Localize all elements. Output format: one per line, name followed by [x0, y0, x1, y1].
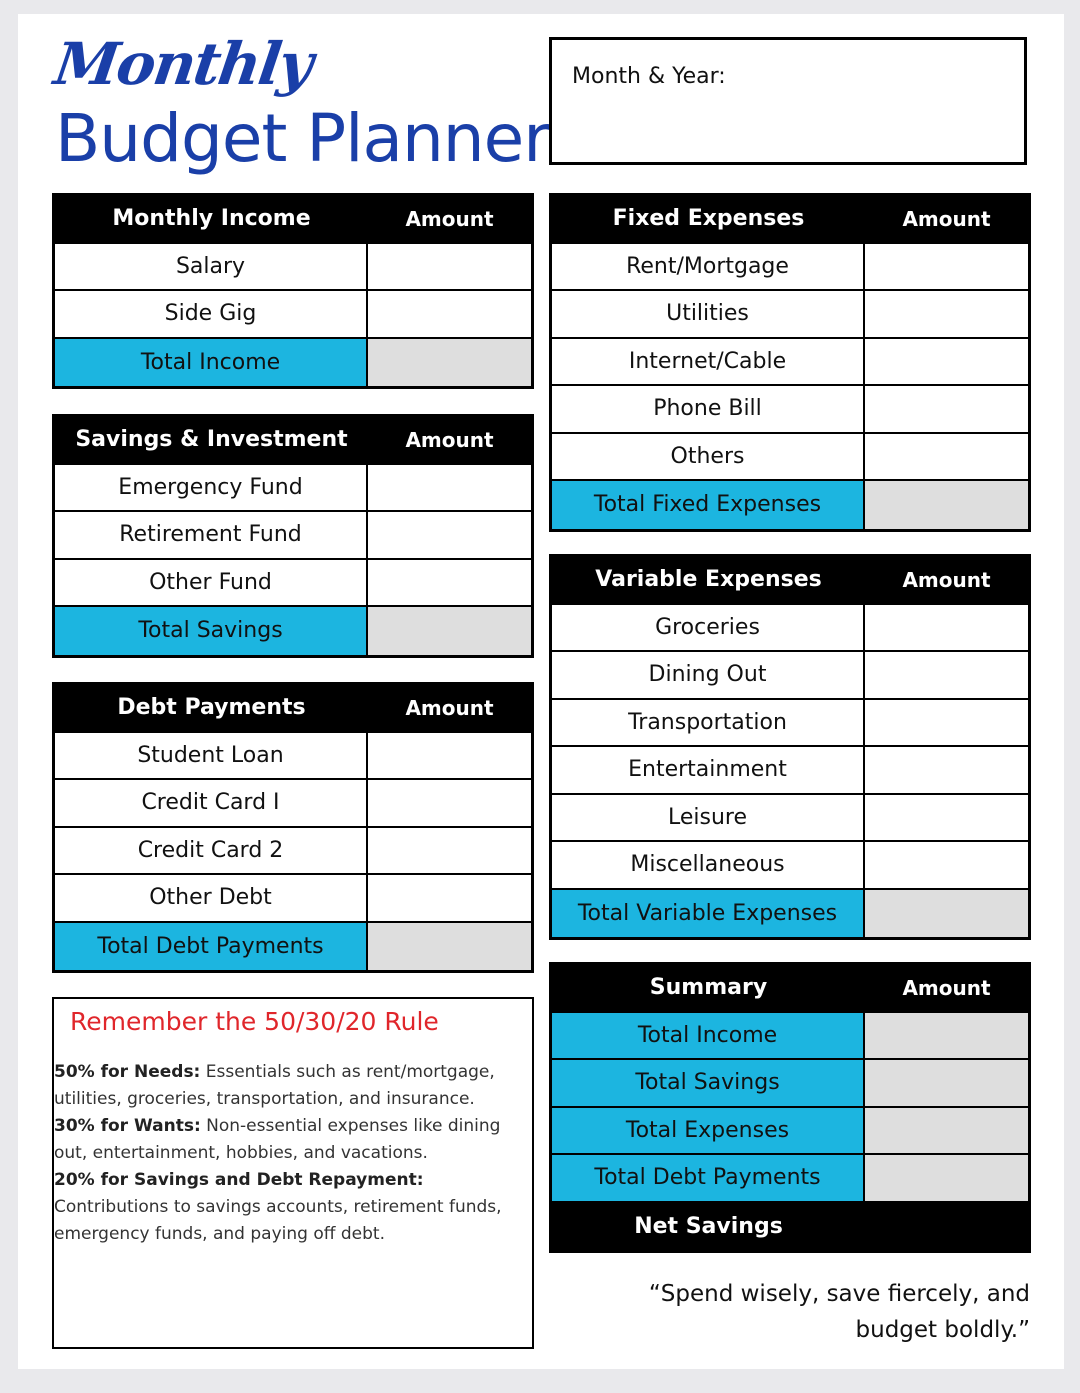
row-label: Other Debt	[55, 875, 368, 921]
wants-label: 30% for Wants:	[54, 1116, 201, 1136]
table-row	[55, 465, 531, 513]
net-savings-label: Net Savings	[552, 1203, 865, 1251]
variable-expenses-table	[549, 554, 1031, 940]
table-row	[552, 700, 1028, 748]
amount-field[interactable]	[368, 244, 531, 290]
amount-header: Amount	[865, 965, 1028, 1011]
table-row	[552, 339, 1028, 387]
row-label: Retirement Fund	[55, 512, 368, 558]
wants-text: Non-essential expenses like dining out, entertainment, hobbies, and vacations.	[54, 1116, 501, 1163]
row-label: Total Debt Payments	[552, 1155, 865, 1201]
month-year-box[interactable]	[549, 37, 1027, 165]
amount-header: Amount	[865, 196, 1028, 242]
savings-debt-label: 20% for Savings and Debt Repayment:	[54, 1170, 424, 1190]
table-row	[55, 875, 531, 923]
total-amount-field[interactable]	[368, 923, 531, 971]
total-label: Total Savings	[55, 607, 368, 655]
rule-title: Remember the 50/30/20 Rule	[70, 1007, 439, 1036]
table-row	[552, 795, 1028, 843]
savings-table	[52, 414, 534, 658]
table-row	[55, 780, 531, 828]
row-label: Salary	[55, 244, 368, 290]
table-header	[55, 417, 531, 465]
table-row	[55, 244, 531, 292]
table-row	[552, 434, 1028, 482]
table-header	[552, 965, 1028, 1013]
title-main: Budget Planner	[55, 100, 550, 177]
total-row	[552, 890, 1028, 938]
total-row	[55, 339, 531, 387]
total-row	[55, 923, 531, 971]
amount-field[interactable]	[865, 1013, 1028, 1059]
amount-field[interactable]	[865, 1155, 1028, 1201]
amount-field[interactable]	[865, 605, 1028, 651]
amount-field[interactable]	[865, 747, 1028, 793]
table-header	[552, 196, 1028, 244]
debt-table	[52, 682, 534, 973]
quote	[560, 1276, 1030, 1348]
month-year-label: Month & Year:	[572, 64, 726, 89]
table-row	[552, 652, 1028, 700]
table-header	[552, 557, 1028, 605]
needs-label: 50% for Needs:	[54, 1062, 201, 1082]
table-row	[552, 605, 1028, 653]
amount-field[interactable]	[865, 291, 1028, 337]
summary-row	[552, 1108, 1028, 1156]
row-label: Total Savings	[552, 1060, 865, 1106]
amount-field[interactable]	[368, 828, 531, 874]
total-label: Total Income	[55, 339, 368, 387]
table-row	[55, 560, 531, 608]
row-label: Other Fund	[55, 560, 368, 606]
amount-field[interactable]	[865, 1108, 1028, 1154]
amount-field[interactable]	[368, 291, 531, 337]
amount-field[interactable]	[368, 512, 531, 558]
summary-row	[552, 1060, 1028, 1108]
total-amount-field[interactable]	[865, 481, 1028, 529]
row-label: Side Gig	[55, 291, 368, 337]
amount-field[interactable]	[368, 733, 531, 779]
row-label: Entertainment	[552, 747, 865, 793]
total-label: Total Fixed Expenses	[552, 481, 865, 529]
total-label: Total Debt Payments	[55, 923, 368, 971]
amount-header: Amount	[368, 196, 531, 242]
row-label: Total Expenses	[552, 1108, 865, 1154]
quote-line-2: budget boldly.”	[855, 1317, 1030, 1343]
amount-field[interactable]	[865, 700, 1028, 746]
page-title	[50, 30, 550, 190]
rule-box	[52, 997, 534, 1349]
debt-header: Debt Payments	[55, 685, 368, 731]
row-label: Groceries	[552, 605, 865, 651]
row-label: Transportation	[552, 700, 865, 746]
summary-row	[552, 1013, 1028, 1061]
row-label: Miscellaneous	[552, 842, 865, 888]
row-label: Others	[552, 434, 865, 480]
total-row	[552, 481, 1028, 529]
table-row	[552, 386, 1028, 434]
table-header	[55, 196, 531, 244]
table-header	[55, 685, 531, 733]
amount-field[interactable]	[865, 386, 1028, 432]
row-label: Credit Card 2	[55, 828, 368, 874]
savings-header: Savings & Investment	[55, 417, 368, 463]
amount-field[interactable]	[865, 244, 1028, 290]
title-script: Monthly	[50, 30, 316, 98]
row-label: Total Income	[552, 1013, 865, 1059]
row-label: Emergency Fund	[55, 465, 368, 511]
total-label: Total Variable Expenses	[552, 890, 865, 938]
row-label: Leisure	[552, 795, 865, 841]
table-row	[552, 842, 1028, 890]
table-row	[552, 747, 1028, 795]
table-row	[55, 291, 531, 339]
total-amount-field[interactable]	[368, 339, 531, 387]
row-label: Internet/Cable	[552, 339, 865, 385]
table-row	[55, 828, 531, 876]
savings-debt-text: Contributions to savings accounts, retirement funds, emergency funds, and paying off debt.	[54, 1197, 502, 1244]
amount-field[interactable]	[865, 1060, 1028, 1106]
summary-header: Summary	[552, 965, 865, 1011]
table-row	[552, 244, 1028, 292]
variable-header: Variable Expenses	[552, 557, 865, 603]
rule-text	[54, 1059, 532, 1248]
table-row	[552, 291, 1028, 339]
quote-line-1: “Spend wisely, save fiercely, and	[648, 1281, 1030, 1307]
amount-field[interactable]	[865, 434, 1028, 480]
fixed-expenses-table	[549, 193, 1031, 532]
amount-field[interactable]	[865, 652, 1028, 698]
total-amount-field[interactable]	[865, 890, 1028, 938]
net-savings-field[interactable]	[865, 1203, 1028, 1251]
table-row	[55, 512, 531, 560]
row-label: Phone Bill	[552, 386, 865, 432]
row-label: Rent/Mortgage	[552, 244, 865, 290]
amount-field[interactable]	[368, 875, 531, 921]
amount-header: Amount	[368, 685, 531, 731]
total-amount-field[interactable]	[368, 607, 531, 655]
amount-header: Amount	[865, 557, 1028, 603]
row-label: Utilities	[552, 291, 865, 337]
amount-field[interactable]	[865, 842, 1028, 888]
table-row	[55, 733, 531, 781]
row-label: Credit Card I	[55, 780, 368, 826]
amount-field[interactable]	[865, 339, 1028, 385]
amount-header: Amount	[368, 417, 531, 463]
row-label: Dining Out	[552, 652, 865, 698]
income-table	[52, 193, 534, 389]
amount-field[interactable]	[368, 465, 531, 511]
needs-text: Essentials such as rent/mortgage, utilities, groceries, transportation, and insurance.	[54, 1062, 495, 1109]
summary-row	[552, 1155, 1028, 1203]
total-row	[55, 607, 531, 655]
fixed-header: Fixed Expenses	[552, 196, 865, 242]
amount-field[interactable]	[368, 560, 531, 606]
amount-field[interactable]	[368, 780, 531, 826]
amount-field[interactable]	[865, 795, 1028, 841]
row-label: Student Loan	[55, 733, 368, 779]
summary-table	[549, 962, 1031, 1253]
income-header: Monthly Income	[55, 196, 368, 242]
net-savings-row	[552, 1203, 1028, 1251]
